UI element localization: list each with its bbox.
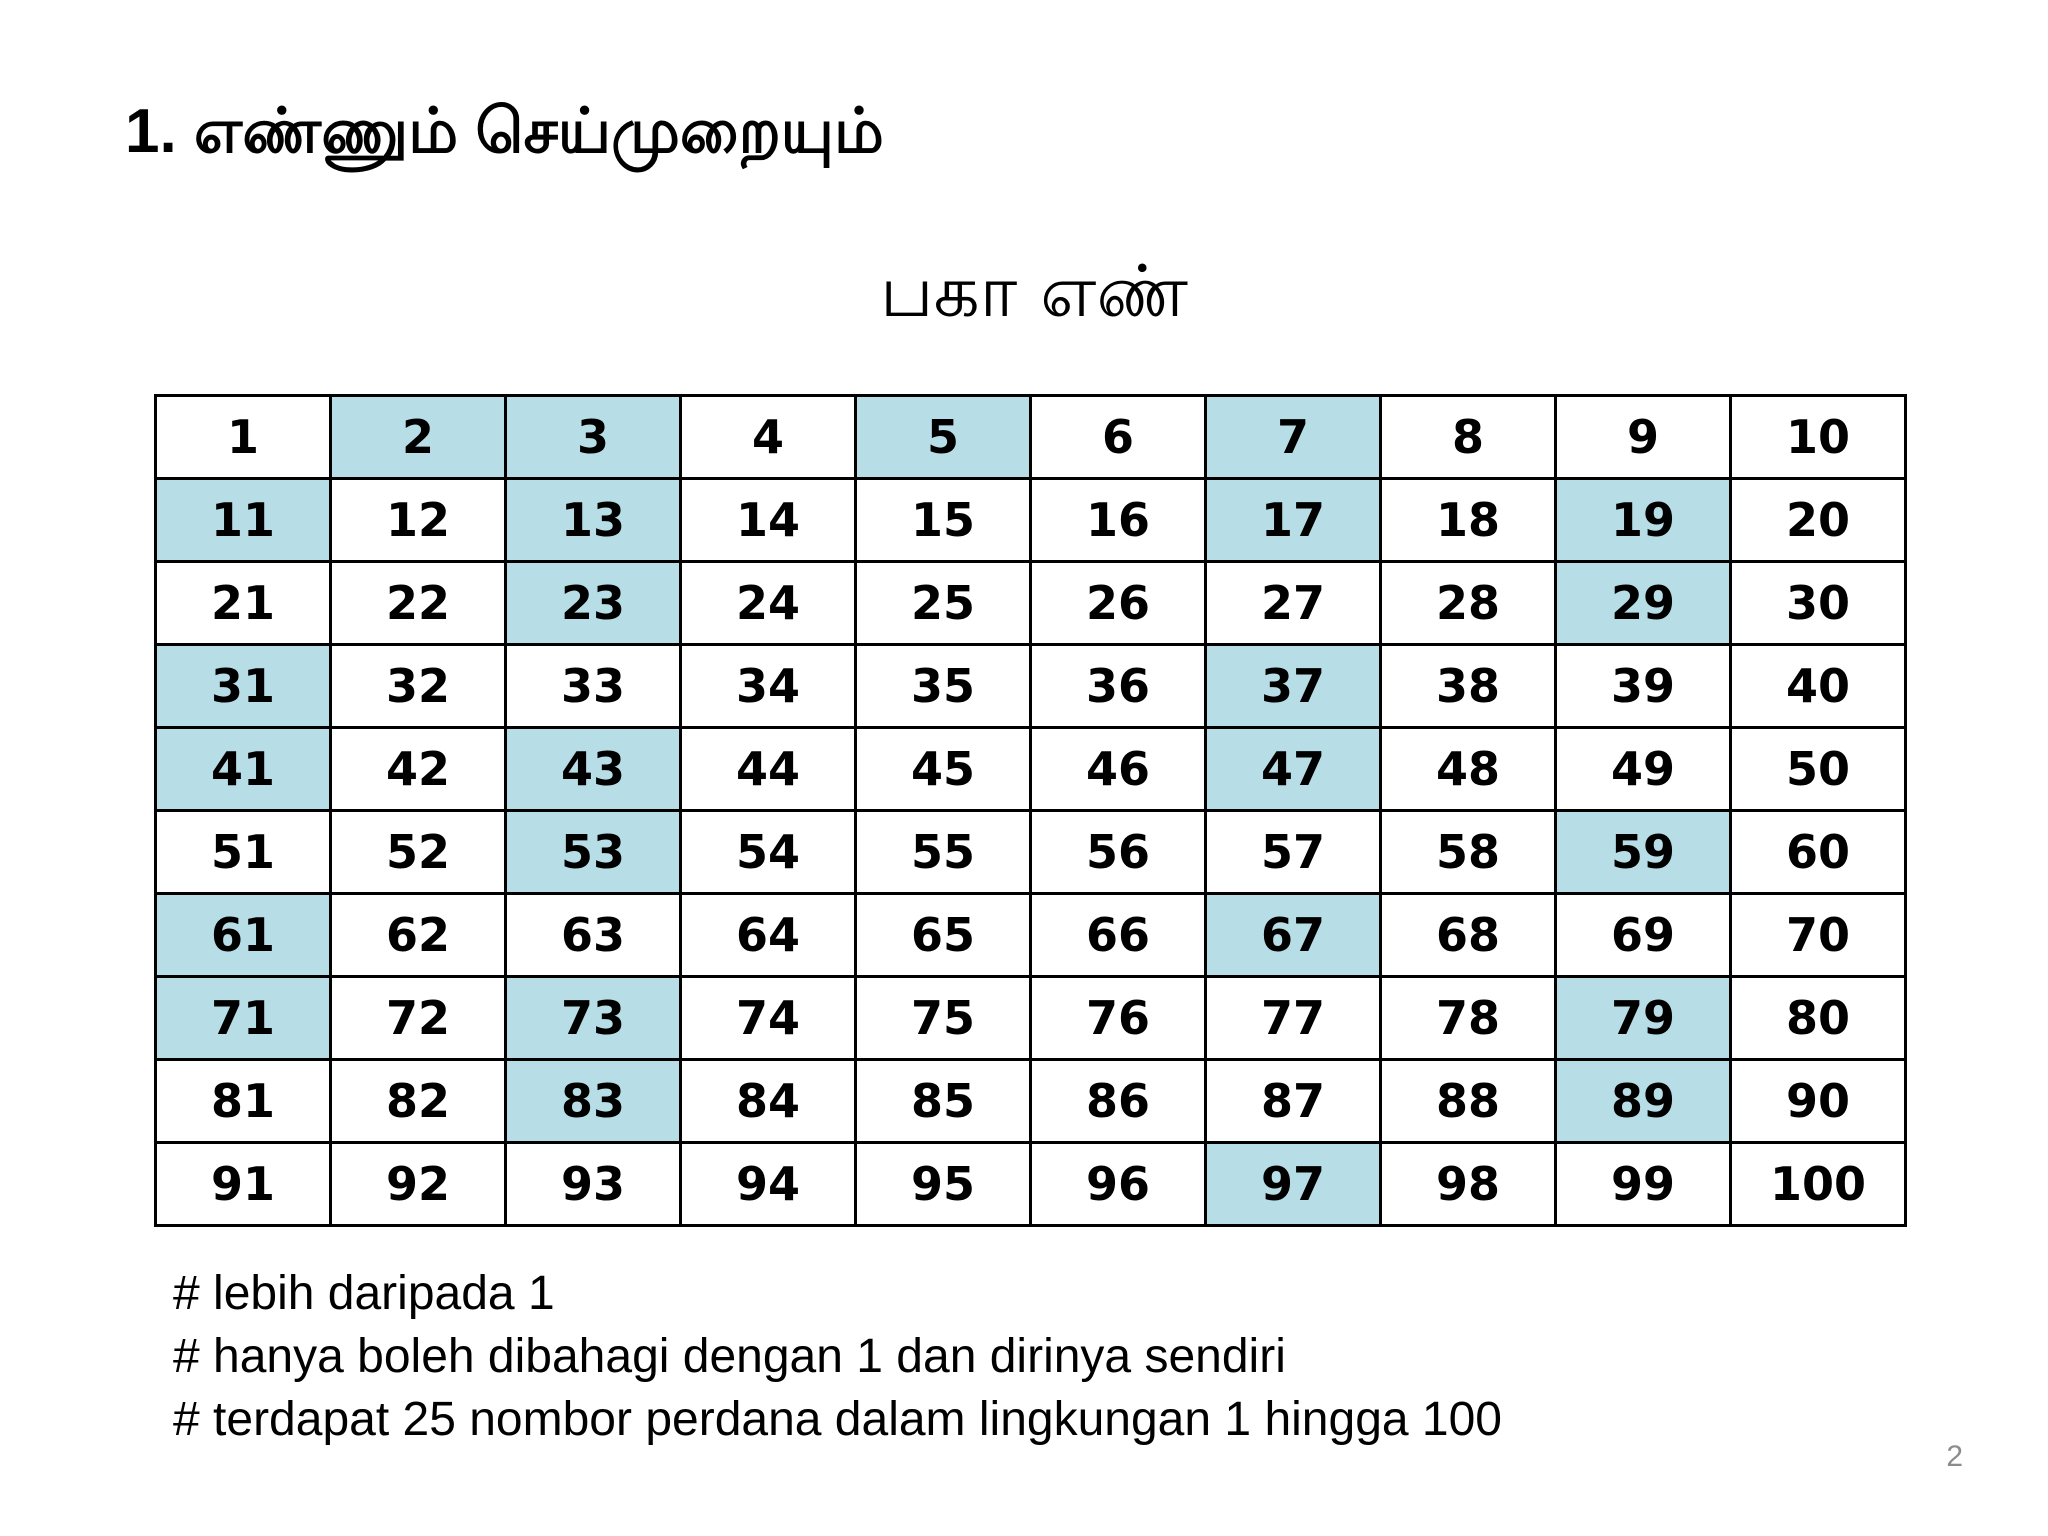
number-cell: 62 bbox=[331, 894, 506, 977]
prime-number-cell: 17 bbox=[1206, 479, 1381, 562]
number-cell: 42 bbox=[331, 728, 506, 811]
table-row bbox=[156, 1060, 1906, 1143]
number-cell: 92 bbox=[331, 1143, 506, 1226]
prime-number-cell: 89 bbox=[1556, 1060, 1731, 1143]
prime-number-cell: 79 bbox=[1556, 977, 1731, 1060]
number-cell: 36 bbox=[1031, 645, 1206, 728]
number-cell: 12 bbox=[331, 479, 506, 562]
number-cell: 60 bbox=[1731, 811, 1906, 894]
note-line: # lebih daripada 1 bbox=[173, 1267, 555, 1320]
number-cell: 28 bbox=[1381, 562, 1556, 645]
prime-number-cell: 29 bbox=[1556, 562, 1731, 645]
number-cell: 49 bbox=[1556, 728, 1731, 811]
number-cell: 40 bbox=[1731, 645, 1906, 728]
prime-number-cell: 59 bbox=[1556, 811, 1731, 894]
number-cell: 95 bbox=[856, 1143, 1031, 1226]
prime-number-cell: 41 bbox=[156, 728, 331, 811]
number-cell: 66 bbox=[1031, 894, 1206, 977]
number-cell: 70 bbox=[1731, 894, 1906, 977]
prime-number-cell: 43 bbox=[506, 728, 681, 811]
number-cell: 68 bbox=[1381, 894, 1556, 977]
number-cell: 84 bbox=[681, 1060, 856, 1143]
number-cell: 35 bbox=[856, 645, 1031, 728]
number-cell: 75 bbox=[856, 977, 1031, 1060]
number-cell: 1 bbox=[156, 396, 331, 479]
number-grid bbox=[154, 394, 1907, 1227]
table-row bbox=[156, 728, 1906, 811]
slide-subtitle bbox=[0, 248, 2048, 334]
number-cell: 9 bbox=[1556, 396, 1731, 479]
prime-number-cell: 11 bbox=[156, 479, 331, 562]
prime-number-cell: 73 bbox=[506, 977, 681, 1060]
number-cell: 57 bbox=[1206, 811, 1381, 894]
number-cell: 98 bbox=[1381, 1143, 1556, 1226]
prime-number-cell: 61 bbox=[156, 894, 331, 977]
number-cell: 69 bbox=[1556, 894, 1731, 977]
number-cell: 99 bbox=[1556, 1143, 1731, 1226]
number-cell: 22 bbox=[331, 562, 506, 645]
number-cell: 32 bbox=[331, 645, 506, 728]
prime-number-cell: 7 bbox=[1206, 396, 1381, 479]
prime-number-cell: 5 bbox=[856, 396, 1031, 479]
number-cell: 54 bbox=[681, 811, 856, 894]
note-line: # terdapat 25 nombor perdana dalam lingkungan 1 hingga 100 bbox=[173, 1393, 1502, 1446]
number-cell: 24 bbox=[681, 562, 856, 645]
number-cell: 15 bbox=[856, 479, 1031, 562]
number-cell: 96 bbox=[1031, 1143, 1206, 1226]
number-cell: 77 bbox=[1206, 977, 1381, 1060]
number-cell: 88 bbox=[1381, 1060, 1556, 1143]
number-cell: 21 bbox=[156, 562, 331, 645]
prime-number-cell: 97 bbox=[1206, 1143, 1381, 1226]
number-cell: 4 bbox=[681, 396, 856, 479]
table-row bbox=[156, 479, 1906, 562]
number-cell: 34 bbox=[681, 645, 856, 728]
number-cell: 14 bbox=[681, 479, 856, 562]
number-cell: 46 bbox=[1031, 728, 1206, 811]
notes-list bbox=[173, 1262, 1502, 1451]
number-grid-body bbox=[156, 396, 1906, 1226]
prime-number-cell: 37 bbox=[1206, 645, 1381, 728]
number-cell: 80 bbox=[1731, 977, 1906, 1060]
number-cell: 18 bbox=[1381, 479, 1556, 562]
number-cell: 91 bbox=[156, 1143, 331, 1226]
table-row bbox=[156, 645, 1906, 728]
number-cell: 52 bbox=[331, 811, 506, 894]
table-row bbox=[156, 396, 1906, 479]
number-cell: 8 bbox=[1381, 396, 1556, 479]
number-cell: 45 bbox=[856, 728, 1031, 811]
number-cell: 72 bbox=[331, 977, 506, 1060]
number-cell: 90 bbox=[1731, 1060, 1906, 1143]
number-cell: 63 bbox=[506, 894, 681, 977]
number-cell: 56 bbox=[1031, 811, 1206, 894]
number-cell: 100 bbox=[1731, 1143, 1906, 1226]
prime-number-cell: 67 bbox=[1206, 894, 1381, 977]
number-cell: 38 bbox=[1381, 645, 1556, 728]
table-row bbox=[156, 894, 1906, 977]
number-cell: 58 bbox=[1381, 811, 1556, 894]
prime-number-cell: 2 bbox=[331, 396, 506, 479]
prime-number-cell: 47 bbox=[1206, 728, 1381, 811]
number-cell: 81 bbox=[156, 1060, 331, 1143]
slide-title: 1. எண்ணும் செய்முறையும் bbox=[125, 97, 884, 166]
number-cell: 48 bbox=[1381, 728, 1556, 811]
prime-number-cell: 23 bbox=[506, 562, 681, 645]
number-cell: 85 bbox=[856, 1060, 1031, 1143]
slide-page-number: 2 bbox=[1946, 1440, 1963, 1473]
number-cell: 64 bbox=[681, 894, 856, 977]
table-row bbox=[156, 1143, 1906, 1226]
prime-number-cell: 31 bbox=[156, 645, 331, 728]
subtitle-text: பகா எண் bbox=[880, 249, 1188, 333]
prime-number-cell: 19 bbox=[1556, 479, 1731, 562]
prime-number-cell: 71 bbox=[156, 977, 331, 1060]
number-cell: 30 bbox=[1731, 562, 1906, 645]
number-cell: 44 bbox=[681, 728, 856, 811]
number-cell: 50 bbox=[1731, 728, 1906, 811]
number-cell: 93 bbox=[506, 1143, 681, 1226]
number-cell: 86 bbox=[1031, 1060, 1206, 1143]
number-cell: 87 bbox=[1206, 1060, 1381, 1143]
number-cell: 6 bbox=[1031, 396, 1206, 479]
prime-number-cell: 83 bbox=[506, 1060, 681, 1143]
number-cell: 82 bbox=[331, 1060, 506, 1143]
note-line: # hanya boleh dibahagi dengan 1 dan dirinya sendiri bbox=[173, 1330, 1286, 1383]
number-cell: 16 bbox=[1031, 479, 1206, 562]
table-row bbox=[156, 977, 1906, 1060]
prime-number-cell: 3 bbox=[506, 396, 681, 479]
number-cell: 33 bbox=[506, 645, 681, 728]
number-cell: 20 bbox=[1731, 479, 1906, 562]
number-cell: 94 bbox=[681, 1143, 856, 1226]
number-cell: 74 bbox=[681, 977, 856, 1060]
number-cell: 65 bbox=[856, 894, 1031, 977]
number-cell: 76 bbox=[1031, 977, 1206, 1060]
prime-number-cell: 53 bbox=[506, 811, 681, 894]
number-cell: 78 bbox=[1381, 977, 1556, 1060]
number-cell: 10 bbox=[1731, 396, 1906, 479]
number-cell: 51 bbox=[156, 811, 331, 894]
number-cell: 25 bbox=[856, 562, 1031, 645]
table-row bbox=[156, 562, 1906, 645]
number-cell: 55 bbox=[856, 811, 1031, 894]
number-cell: 39 bbox=[1556, 645, 1731, 728]
table-row bbox=[156, 811, 1906, 894]
number-cell: 26 bbox=[1031, 562, 1206, 645]
prime-number-cell: 13 bbox=[506, 479, 681, 562]
number-cell: 27 bbox=[1206, 562, 1381, 645]
